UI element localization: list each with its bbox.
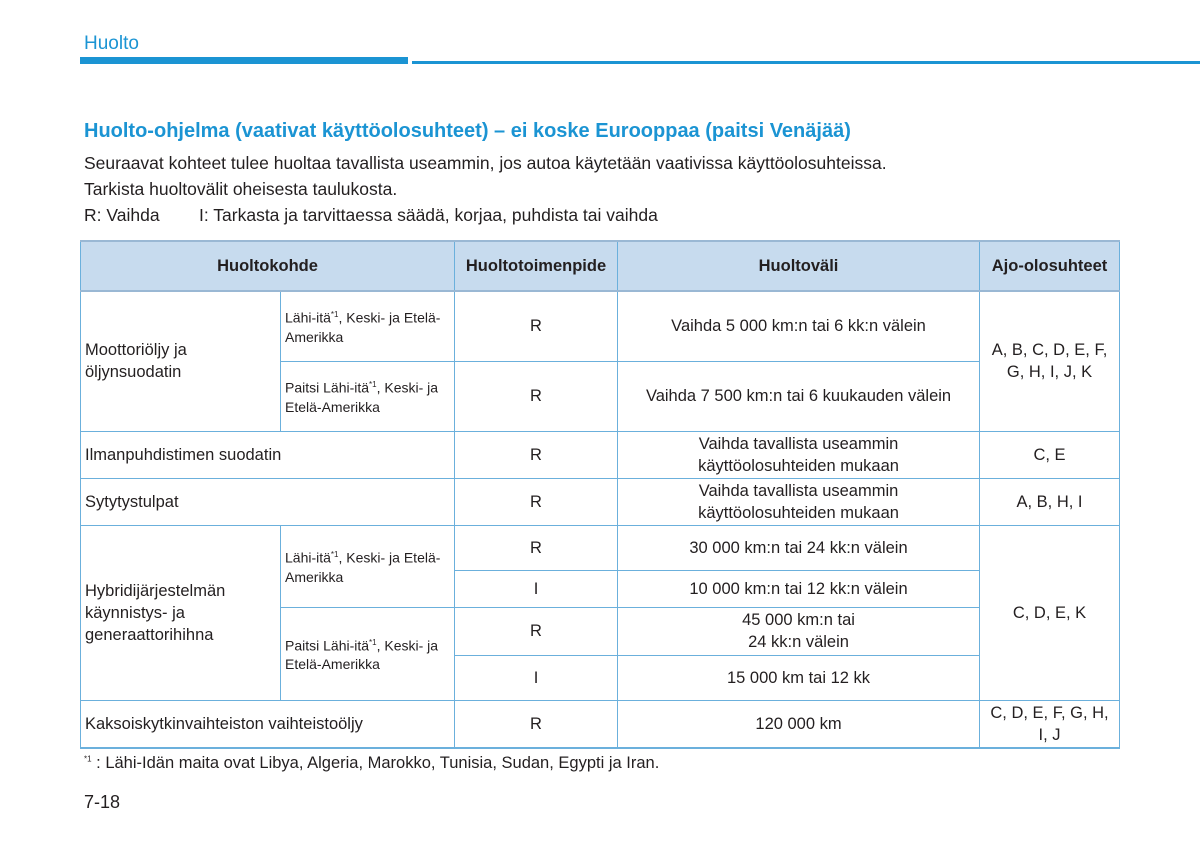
action-cell: R (455, 607, 618, 655)
header-rule-thick (80, 57, 408, 64)
intro-line-1: Seuraavat kohteet tulee huoltaa tavallista useammin, jos autoa käytetään vaativissa käyttöolosuhteissa. (84, 153, 887, 173)
item-dct-oil: Kaksoiskytkinvaihteiston vaihteistoöljy (81, 700, 455, 748)
conditions-oil: A, B, C, D, E, F, G, H, I, J, K (980, 291, 1120, 431)
action-cell: R (455, 361, 618, 431)
action-cell: R (455, 431, 618, 478)
interval-cell: 15 000 km tai 12 kk (618, 655, 980, 700)
intro-line-2: Tarkista huoltovälit oheisesta taulukosta. (84, 179, 398, 199)
interval-cell: 120 000 km (618, 700, 980, 748)
footnote (84, 754, 659, 773)
table-row (81, 525, 1120, 570)
interval-cell: Vaihda tavallista useammin käyttöolosuhteiden mukaan (618, 478, 980, 525)
legend-r: R: Vaihda (84, 205, 160, 225)
action-cell: R (455, 291, 618, 361)
interval-cell: Vaihda 7 500 km:n tai 6 kuukauden välein (618, 361, 980, 431)
legend-i: I: Tarkasta ja tarvittaessa säädä, korjaa, puhdista tai vaihda (199, 205, 658, 225)
header-conditions: Ajo-olosuhteet (980, 241, 1120, 291)
interval-cell: Vaihda 5 000 km:n tai 6 kk:n välein (618, 291, 980, 361)
table-row (81, 478, 1120, 525)
header-rule-thin (412, 61, 1200, 64)
item-air-filter: Ilmanpuhdistimen suodatin (81, 431, 455, 478)
page-number: 7-18 (84, 792, 121, 812)
interval-cell: 10 000 km:n tai 12 kk:n välein (618, 570, 980, 607)
header-item: Huoltokohde (81, 241, 455, 291)
maintenance-table (80, 240, 1120, 749)
header-interval: Huoltoväli (618, 241, 980, 291)
header-action: Huoltotoimenpide (455, 241, 618, 291)
action-cell: R (455, 525, 618, 570)
table-row (81, 700, 1120, 748)
table-row (81, 431, 1120, 478)
region-cell: Lähi-itä$^{*1}$, Keski- ja Etelä-Amerikka (281, 291, 455, 361)
table-row (81, 291, 1120, 361)
page-heading: Huolto-ohjelma (vaativat käyttöolosuhteet) – ei koske Eurooppaa (paitsi Venäjää) (84, 120, 851, 142)
conditions-cell: C, E (980, 431, 1120, 478)
conditions-cell: A, B, H, I (980, 478, 1120, 525)
table-header-row (81, 241, 1120, 291)
section-label: Huolto (84, 33, 139, 54)
conditions-belt: C, D, E, K (980, 525, 1120, 700)
interval-cell: Vaihda tavallista useammin käyttöolosuhteiden mukaan (618, 431, 980, 478)
footnote-text: : Lähi-Idän maita ovat Libya, Algeria, Marokko, Tunisia, Sudan, Egypti ja Iran. (91, 754, 660, 772)
conditions-cell: C, D, E, F, G, H, I, J (980, 700, 1120, 748)
action-cell: R (455, 700, 618, 748)
action-cell: R (455, 478, 618, 525)
region-cell: Paitsi Lähi-itä$^{*1}$, Keski- ja Etelä-Amerikka (281, 607, 455, 700)
interval-cell: 30 000 km:n tai 24 kk:n välein (618, 525, 980, 570)
region-cell: Paitsi Lähi-itä$^{*1}$, Keski- ja Etelä-Amerikka (281, 361, 455, 431)
action-cell: I (455, 570, 618, 607)
item-spark-plugs: Sytytystulpat (81, 478, 455, 525)
item-oil: Moottoriöljy ja öljynsuodatin (81, 291, 281, 431)
footnote-marker: *1 (84, 754, 92, 764)
item-hybrid-belt: Hybridijärjestelmän käynnistys- ja generaattorihihna (81, 525, 281, 700)
action-cell: I (455, 655, 618, 700)
interval-cell: 45 000 km:n tai 24 kk:n välein (618, 607, 980, 655)
region-cell: Lähi-itä$^{*1}$, Keski- ja Etelä-Amerikka (281, 525, 455, 607)
